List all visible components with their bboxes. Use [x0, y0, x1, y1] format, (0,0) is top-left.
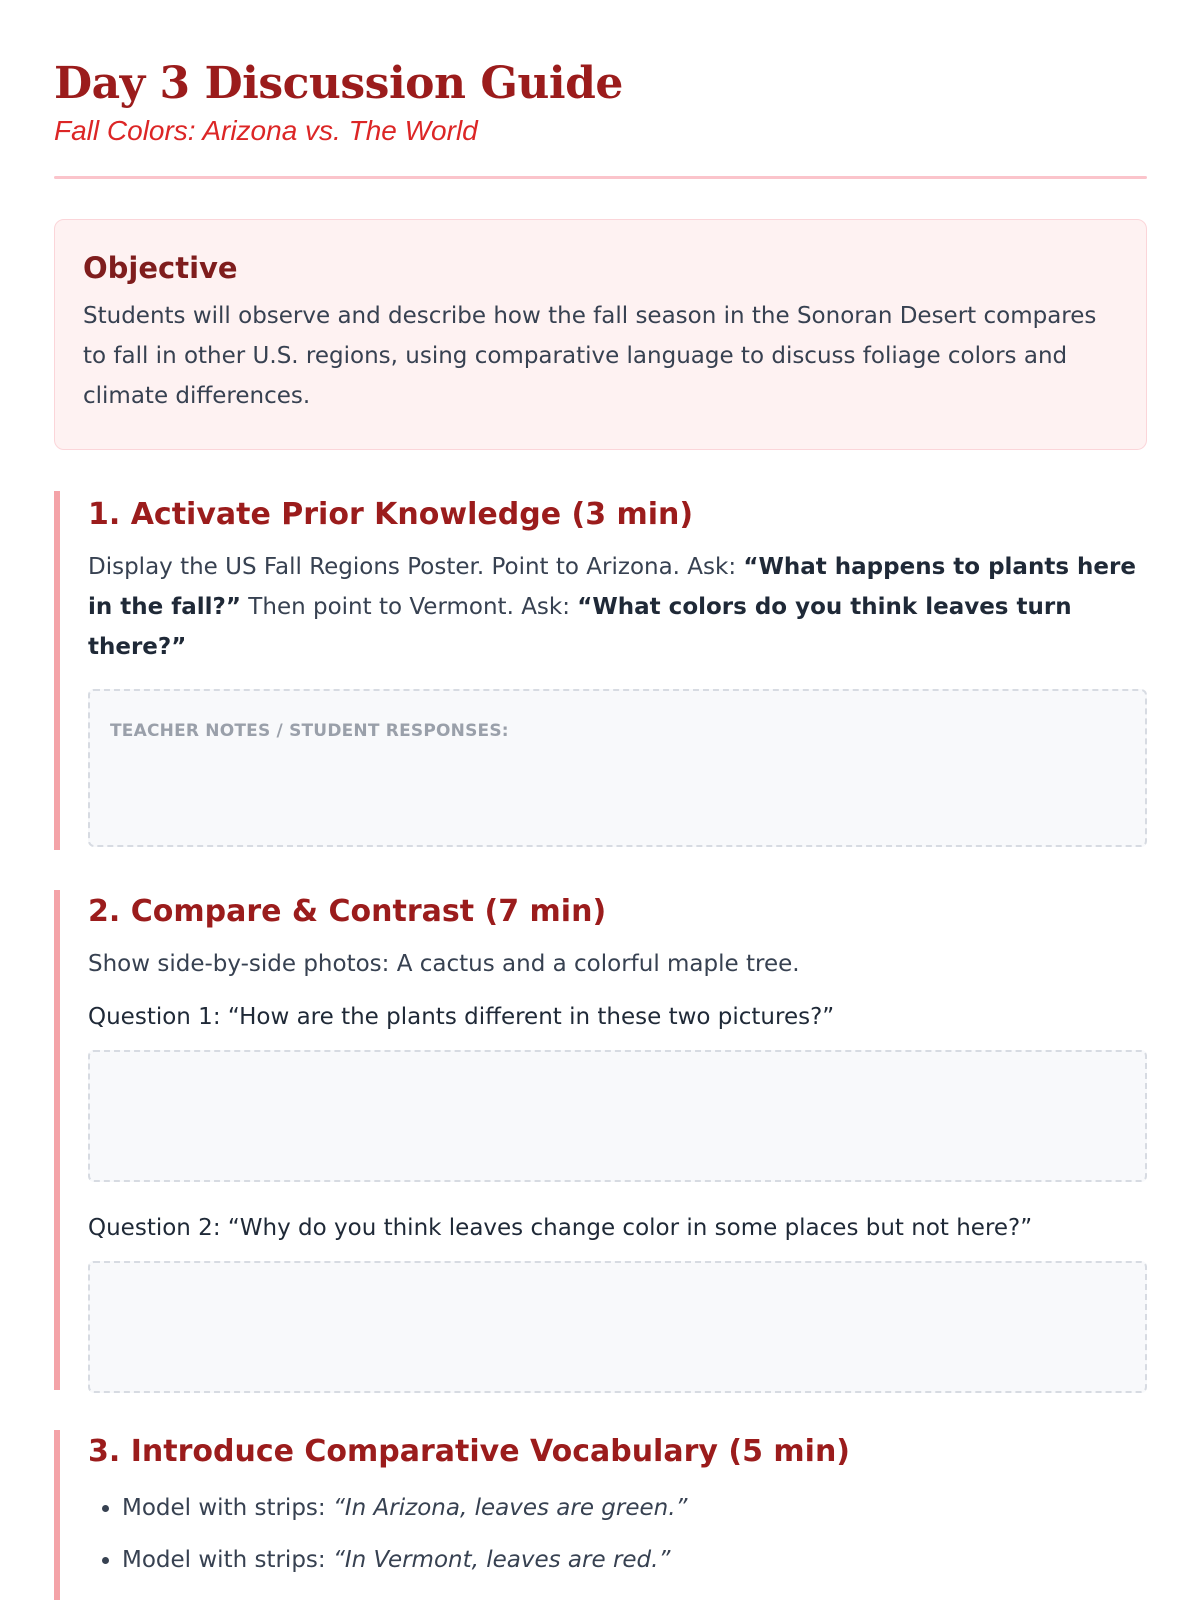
objective-heading: Objective — [83, 251, 238, 285]
section-compare-contrast — [54, 890, 1147, 1390]
objective-text: Students will observe and describe how the fall season in the Sonoran Desert compares to fall in other U.S. regions, using comparative language to discuss foliage colors and climate differences. — [83, 303, 1097, 409]
teacher-notes-box[interactable] — [88, 689, 1147, 847]
section-instructions — [88, 547, 1147, 667]
list-item-prefix: Model with strips: — [122, 1547, 333, 1573]
section-heading: 2. Compare & Contrast (7 min) — [88, 894, 607, 929]
page-title: Day 3 Discussion Guide — [54, 58, 623, 109]
response-box-2[interactable] — [88, 1261, 1147, 1393]
section-comparative-vocabulary — [54, 1430, 1147, 1600]
page-subtitle: Fall Colors: Arizona vs. The World — [54, 115, 478, 146]
list-item-quote: “In Arizona, leaves are green.” — [332, 1495, 688, 1521]
instruction-text: Display the US Fall Regions Poster. Point to Arizona. Ask: — [88, 554, 744, 580]
list-item-quote: “In Vermont, leaves are red.” — [332, 1547, 671, 1573]
header-divider — [54, 176, 1147, 179]
list-item — [122, 1534, 1147, 1586]
question-2: Question 2: “Why do you think leaves change color in some places but not here?” — [88, 1215, 1033, 1241]
teacher-notes-label: TEACHER NOTES / STUDENT RESPONSES: — [110, 721, 509, 741]
discussion-guide-page — [54, 0, 1147, 1600]
response-box-1[interactable] — [88, 1050, 1147, 1182]
prompt-question: “What happens to plants here in the fall?” — [88, 554, 1136, 620]
section-heading: 3. Introduce Comparative Vocabulary (5 min) — [88, 1434, 851, 1469]
list-item — [122, 1482, 1147, 1534]
section-activate-prior-knowledge — [54, 491, 1147, 850]
question-1: Question 1: “How are the plants different in these two pictures?” — [88, 1004, 835, 1030]
instruction-text: Then point to Vermont. Ask: — [241, 594, 578, 620]
list-item-prefix: Model with strips: — [122, 1495, 333, 1521]
prompt-question: “What colors do you think leaves turn there?” — [88, 594, 1072, 660]
objective-box — [54, 219, 1147, 450]
vocabulary-list — [88, 1482, 1147, 1586]
section-instructions: Show side-by-side photos: A cactus and a colorful maple tree. — [88, 951, 800, 977]
section-heading: 1. Activate Prior Knowledge (3 min) — [88, 497, 694, 532]
